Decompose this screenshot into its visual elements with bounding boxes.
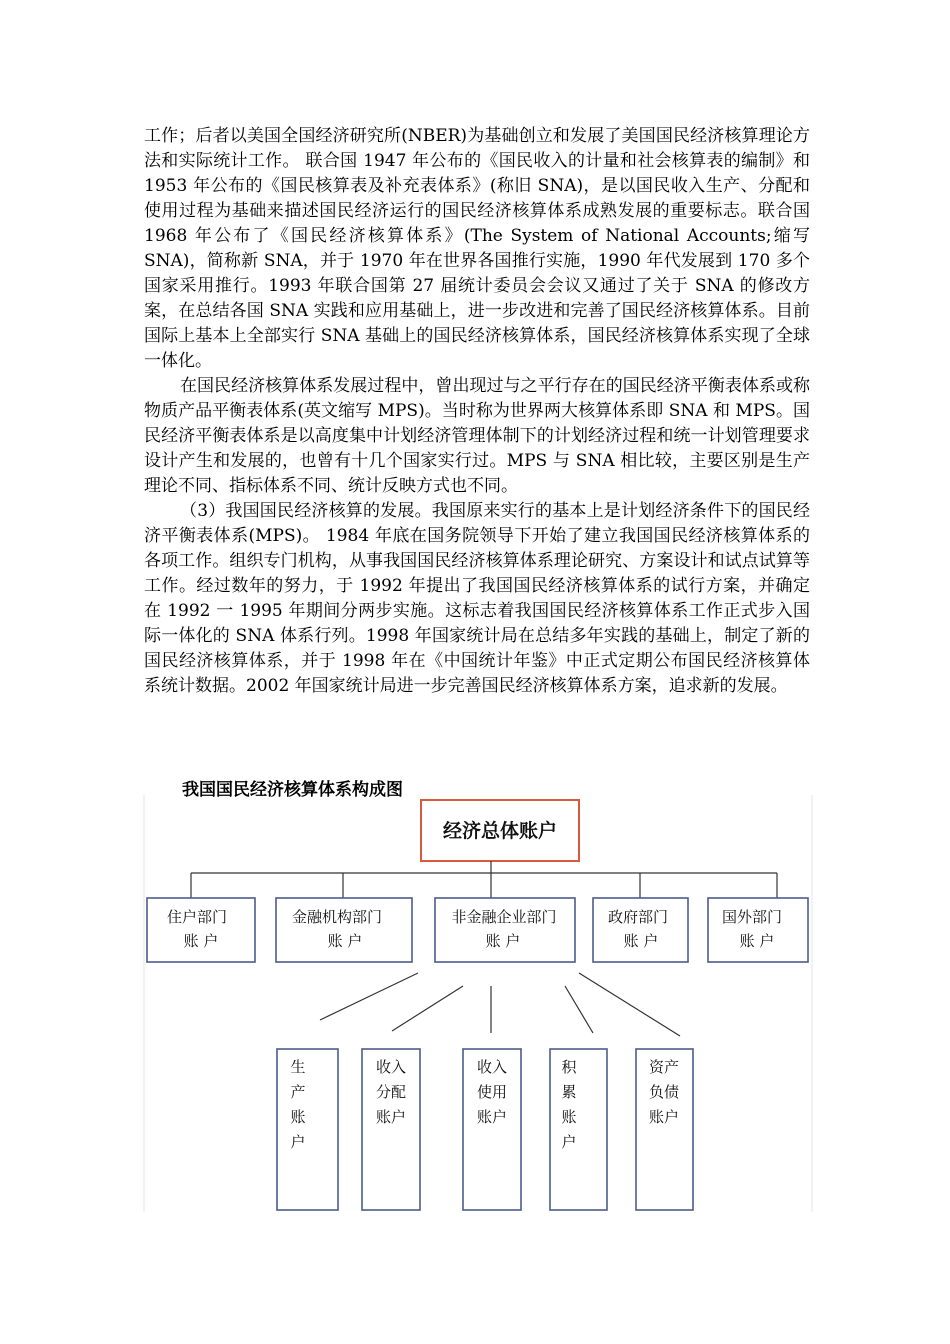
account-box-accumulation <box>550 1049 607 1210</box>
svg-text:负债: 负债 <box>648 1083 680 1101</box>
root-account-label: 经济总体账户 <box>442 820 558 842</box>
svg-text:户: 户 <box>561 1133 577 1151</box>
svg-text:分配: 分配 <box>375 1083 407 1101</box>
account-label-income-use <box>477 1058 507 1126</box>
sector-label: 非金融企业部门 <box>451 908 557 926</box>
sector-label: 政府部门 <box>607 908 669 926</box>
paragraph-1: 工作；后者以美国全国经济研究所(NBER)为基础创立和发展了美国国民经济核算理论方法和实际统计工作。 联合国 1947 年公布的《国民收入的计量和社会核算表的编制》和 1953 年公布的《国民核算表及补充表体系》(称旧 SNA)，是以国民收入生产、分配和使用过程为基础来描述国民经济运行的国民经济核算体系成熟发展的重要标志。联合国 1968 年公布了《国民经济核算体系》(The System of National Accounts;缩写 SNA)，简称新 SNA，并于 1970 年在世界各国推行实施，1990 年代发展到 170 多个国家采用推行。1993 年联合国第 27 届统计委员会会议又通过了关于 SNA 的修改方案，在总结各国 SNA 实践和应用基础上，进一步改进和完善了国民经济核算体系。目前国际上基本上全部实行 SNA 基础上的国民经济核算体系，国民经济核算体系实现了全球一体化。 <box>144 126 810 371</box>
account-label-income-distribution <box>376 1058 406 1126</box>
account-label-balance-sheet <box>649 1058 679 1126</box>
account-connector <box>565 986 593 1033</box>
paragraph-2: 在国民经济核算体系发展过程中，曾出现过与之平行存在的国民经济平衡表体系或称物质产品平衡表体系(英文缩写 MPS)。当时称为世界两大核算体系即 SNA 和 MPS。国民经济平衡表体系是以高度集中计划经济管理体制下的计划经济过程和统一计划管理要求设计产生和发展的，也曾有十几个国家实行过。MPS 与 SNA 相比较，主要区别是生产理论不同、指标体系不同、统计反映方式也不同。 <box>144 376 810 496</box>
svg-text:账: 账 <box>290 1108 306 1126</box>
figure-title: 我国国民经济核算体系构成图 <box>182 780 403 800</box>
sector-label: 账 户 <box>327 932 363 950</box>
account-box-production <box>277 1049 338 1210</box>
svg-text:积: 积 <box>561 1058 577 1076</box>
sector-label: 账 户 <box>485 932 521 950</box>
svg-text:账户: 账户 <box>476 1108 508 1126</box>
account-connector <box>320 973 418 1020</box>
sector-label: 账 户 <box>623 932 659 950</box>
sector-label: 住户部门 <box>166 908 228 926</box>
sector-label: 账 户 <box>183 932 219 950</box>
svg-text:生: 生 <box>290 1058 306 1076</box>
sector-label: 国外部门 <box>721 908 783 926</box>
svg-text:收入: 收入 <box>375 1058 407 1076</box>
sector-label: 账 户 <box>739 932 775 950</box>
svg-text:账户: 账户 <box>375 1108 407 1126</box>
svg-text:户: 户 <box>290 1133 306 1151</box>
account-connector <box>392 986 463 1031</box>
svg-text:产: 产 <box>290 1083 306 1101</box>
svg-text:累: 累 <box>561 1083 577 1101</box>
account-connector <box>579 973 680 1036</box>
svg-text:收入: 收入 <box>476 1058 508 1076</box>
sector-label: 金融机构部门 <box>291 908 383 926</box>
svg-text:使用: 使用 <box>476 1083 508 1101</box>
svg-text:账: 账 <box>561 1108 577 1126</box>
svg-text:资产: 资产 <box>648 1058 680 1076</box>
paragraph-3: （3）我国国民经济核算的发展。我国原来实行的基本上是计划经济条件下的国民经济平衡表体系(MPS)。 1984 年底在国务院领导下开始了建立我国国民经济核算体系的各项工作。组织专门机构，从事我国国民经济核算体系理论研究、方案设计和试点试算等工作。经过数年的努力，于 1992 年提出了我国国民经济核算体系的试行方案，并确定在 1992 一 1995 年期间分两步实施。这标志着我国国民经济核算体系工作正式步入国际一体化的 SNA 体系行列。1998 年国家统计局在总结多年实践的基础上，制定了新的国民经济核算体系，并于 1998 年在《中国统计年鉴》中正式定期公布国民经济核算体系统计数据。2002 年国家统计局进一步完善国民经济核算体系方案，追求新的发展。 <box>144 501 810 696</box>
svg-text:账户: 账户 <box>648 1108 680 1126</box>
